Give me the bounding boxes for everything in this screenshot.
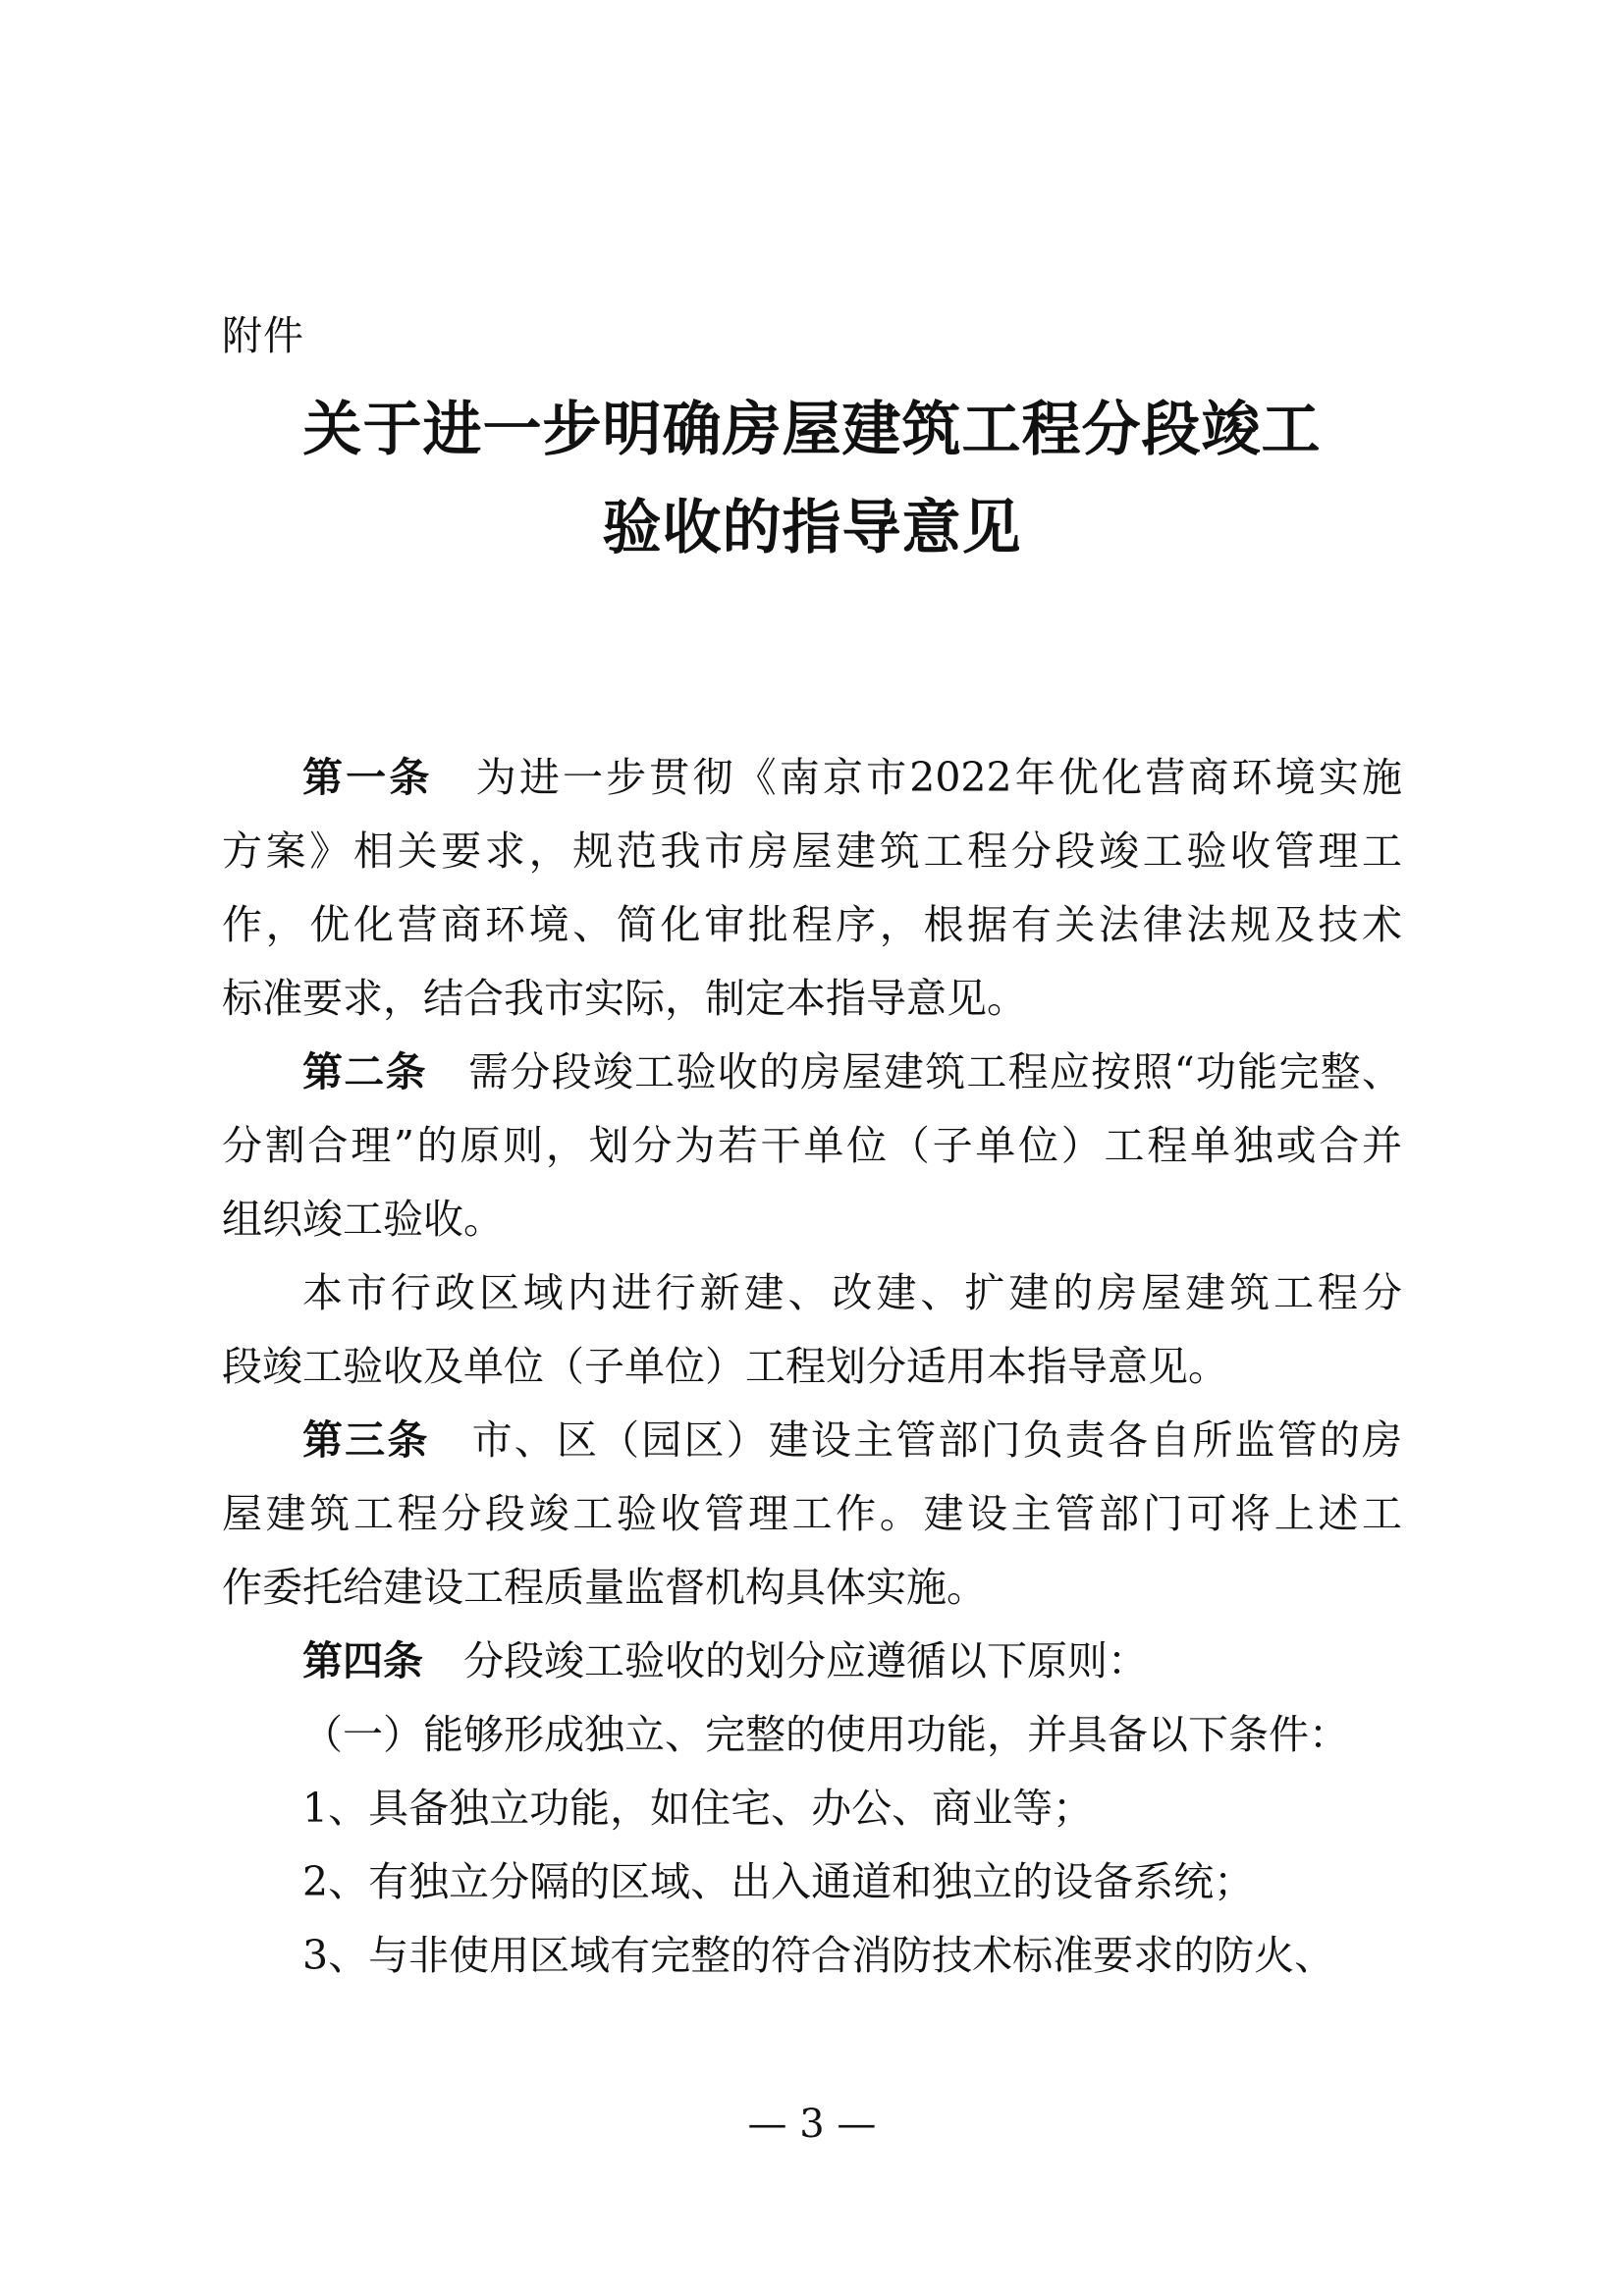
article-3-line-3: 作委托给建设工程质量监督机构具体实施。 <box>222 1564 987 1611</box>
article-4-sub-item-3: 3、与非使用区域有完整的符合消防技术标准要求的防火、 <box>302 1932 1335 1979</box>
article-4-item-1: （一）能够形成独立、完整的使用功能，并具备以下条件： <box>302 1711 1349 1758</box>
article-1-line-3: 作，优化营商环境、简化审批程序，根据有关法律法规及技术 <box>222 901 1402 948</box>
article-4-sub-item-1: 1、具备独立功能，如住宅、办公、商业等； <box>302 1785 1094 1832</box>
article-1-number: 第一条 <box>302 754 433 801</box>
article-2-number: 第二条 <box>302 1048 427 1095</box>
article-3-text: 市、区（园区）建设主管部门负责各自所监管的房 <box>471 1416 1403 1464</box>
article-1-line-1 <box>302 745 1402 810</box>
article-2-line-2: 分割合理”的原则，划分为若干单位（子单位）工程单独或合并 <box>222 1122 1402 1169</box>
article-2-line-1 <box>302 1040 1402 1104</box>
article-3-line-2: 屋建筑工程分段竣工验收管理工作。建设主管部门可将上述工 <box>222 1490 1402 1537</box>
article-1-text: 为进一步贯彻《南京市2022年优化营商环境实施 <box>475 754 1403 801</box>
document-title-line-2: 验收的指导意见 <box>602 494 1022 562</box>
page-number: — 3 — <box>747 2102 877 2147</box>
article-2-line-3: 组织竣工验收。 <box>222 1196 504 1243</box>
article-3-line-1 <box>302 1408 1402 1472</box>
article-4-text: 分段竣工验收的划分应遵循以下原则： <box>463 1637 1148 1684</box>
article-2-paragraph-2-line-1: 本市行政区域内进行新建、改建、扩建的房屋建筑工程分 <box>302 1269 1402 1316</box>
article-1-line-4: 标准要求，结合我市实际，制定本指导意见。 <box>222 975 1027 1022</box>
article-4-number: 第四条 <box>302 1637 423 1684</box>
article-2-text: 需分段竣工验收的房屋建筑工程应按照“功能完整、 <box>468 1048 1403 1095</box>
attachment-label: 附件 <box>222 312 304 359</box>
article-4-sub-item-2: 2、有独立分隔的区域、出入通道和独立的设备系统； <box>302 1858 1255 1905</box>
article-3-number: 第三条 <box>302 1416 430 1464</box>
article-2-paragraph-2-line-2: 段竣工验收及单位（子单位）工程划分适用本指导意见。 <box>222 1343 1228 1390</box>
article-1-line-2: 方案》相关要求，规范我市房屋建筑工程分段竣工验收管理工 <box>222 828 1402 875</box>
document-title-line-1: 关于进一步明确房屋建筑工程分段竣工 <box>302 396 1322 464</box>
article-4-line-1 <box>302 1629 1402 1693</box>
